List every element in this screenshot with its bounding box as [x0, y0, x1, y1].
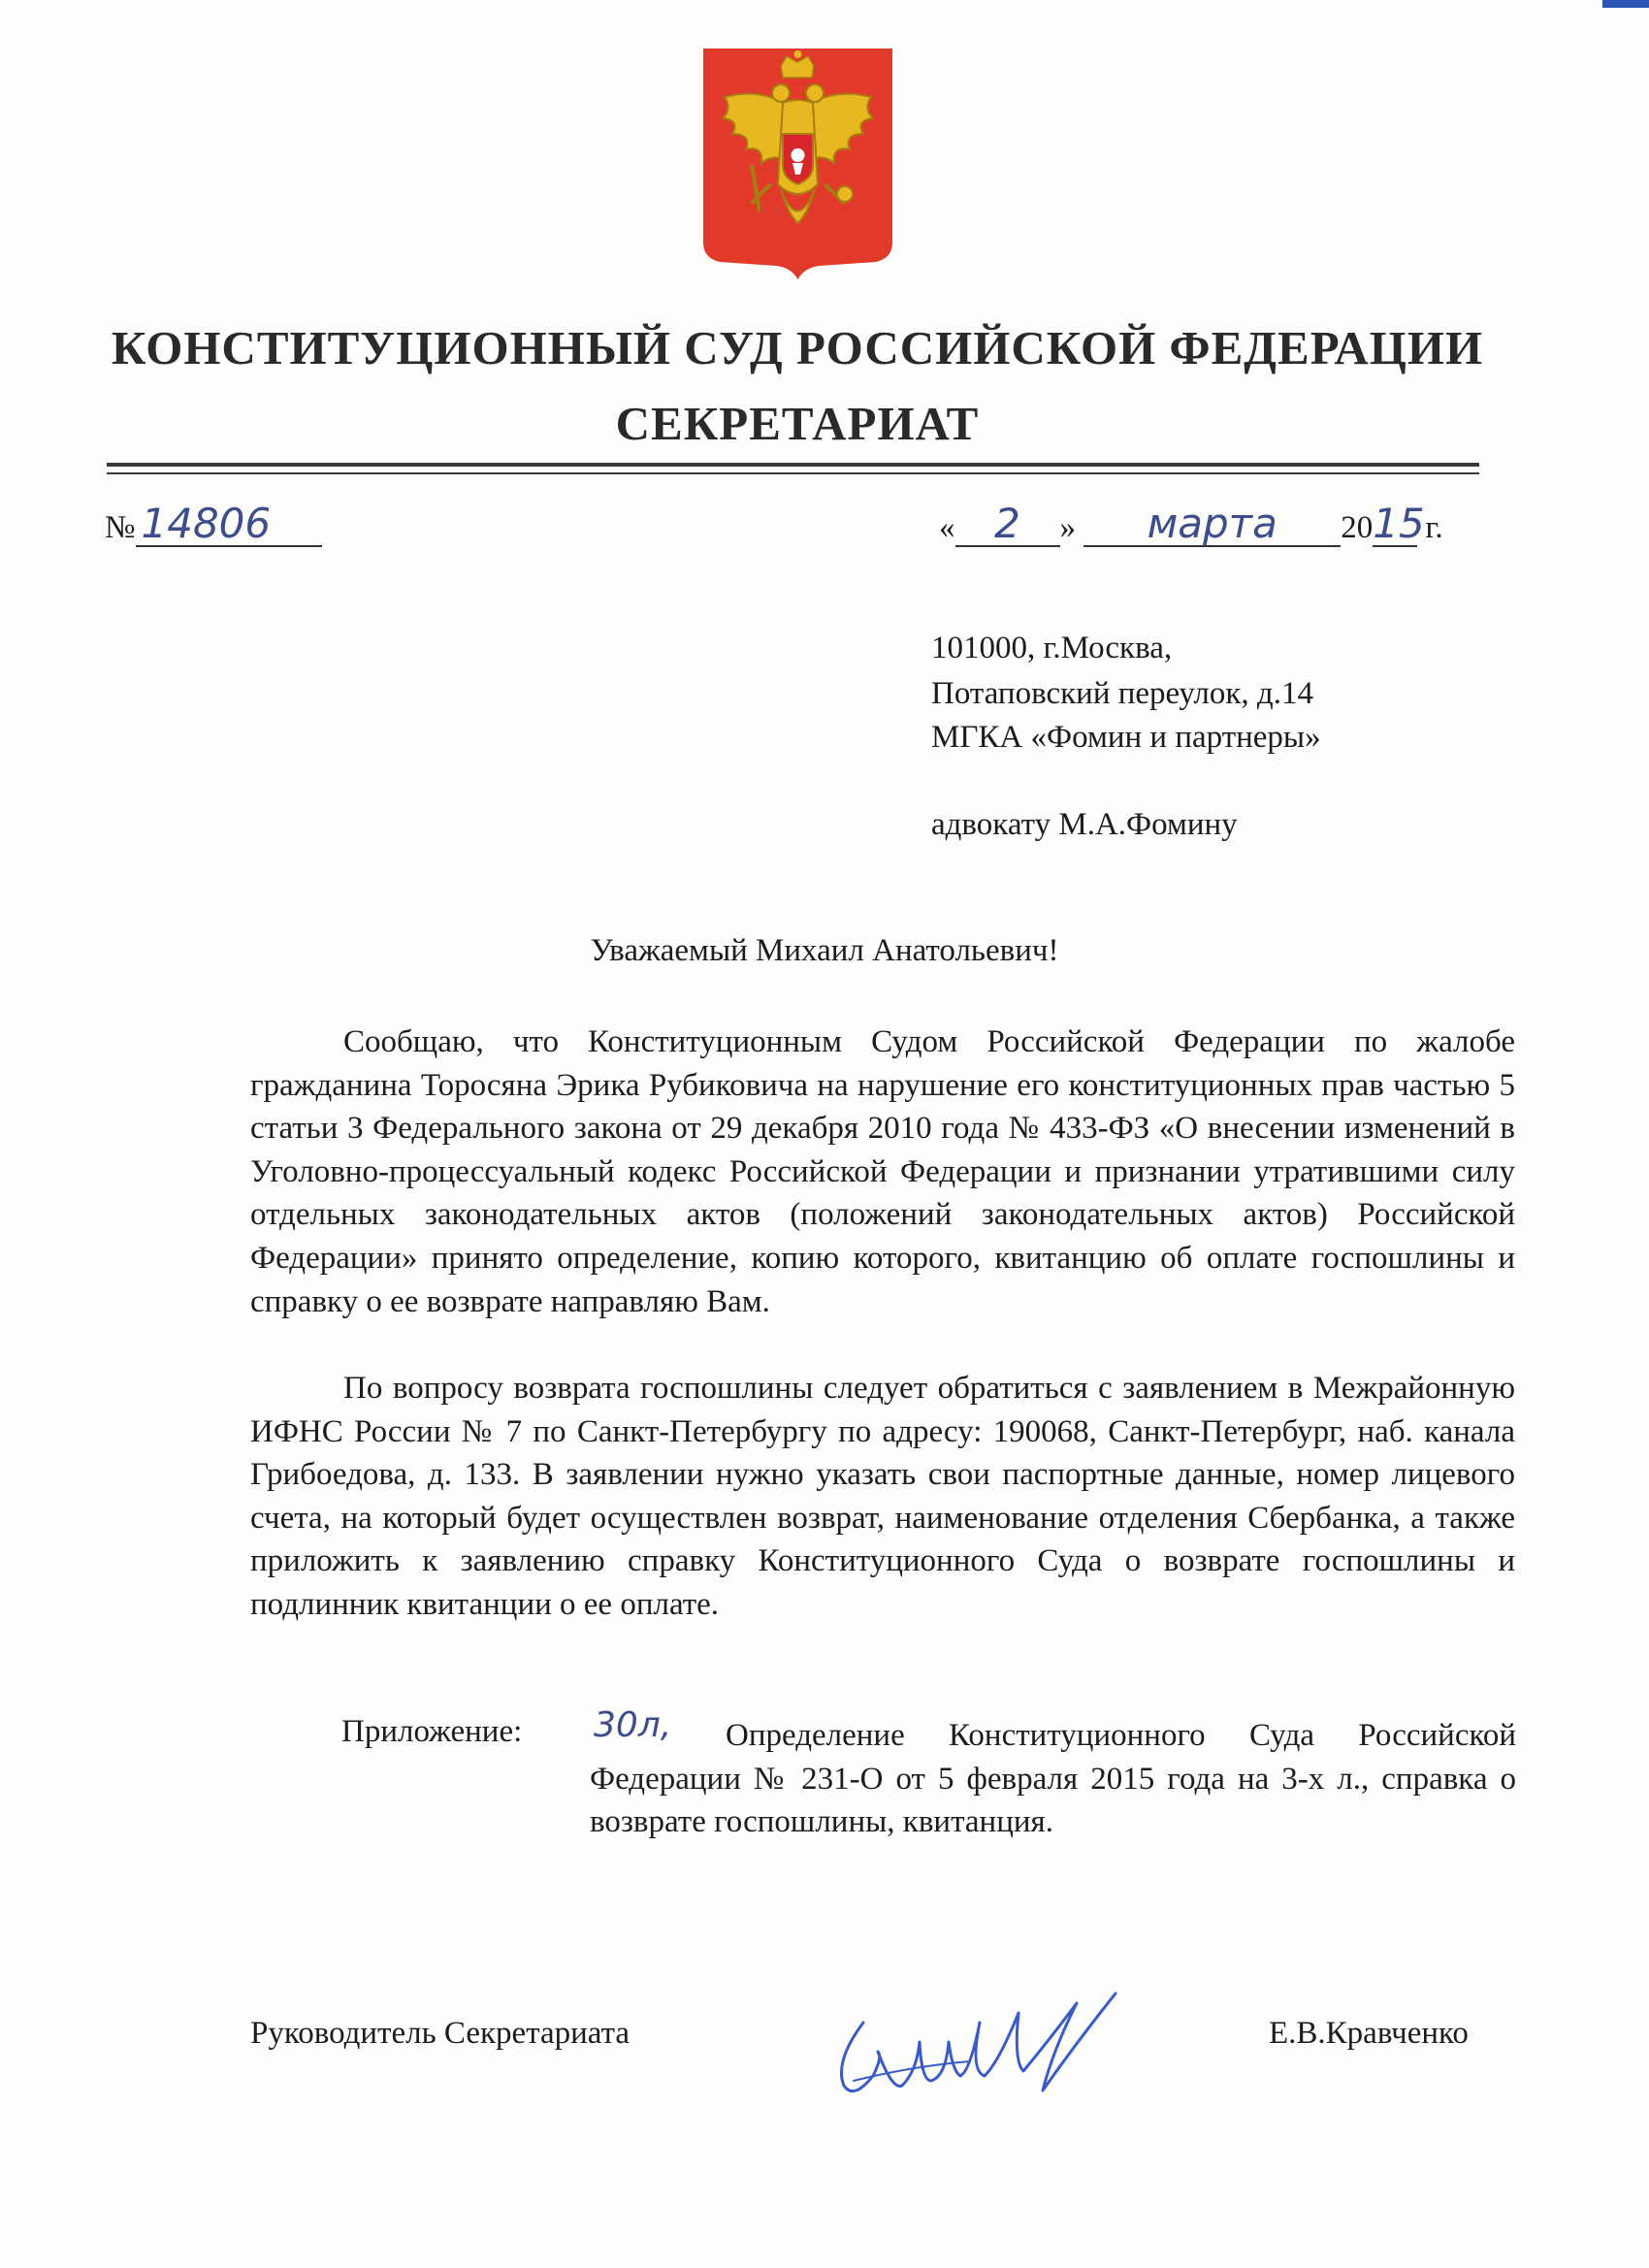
address-line: 101000, г.Москва, [931, 631, 1173, 665]
department-title: СЕКРЕТАРИАТ [615, 397, 980, 450]
salutation: Уважаемый Михаил Анатольевич! [590, 933, 1059, 968]
letter-date [939, 502, 1443, 547]
paragraph: Сообщаю, что Конституционным Судом Российской Федерации по жалобе гражданина Торосяна Эрика Рубиковича на нарушение его конституционных прав частью 5 статьи 3 Федерального закона от 29 декабря 2010 года № 433-ФЗ «О внесении изменений в Уголовно-процессуальный кодекс Российской Федерации и признании утратившими силу отдельных законодательных актов (положений законодательных актов) Российской Федерации» принято определение, копию которого, квитанцию об оплате госпошлины и справку о ее возврате направляю Вам. [250, 1024, 1515, 1319]
date-open-quote: « [939, 510, 955, 545]
date-year-unit: г. [1425, 510, 1443, 545]
addressee: адвокату М.А.Фомину [931, 807, 1238, 842]
registration-number [105, 502, 322, 547]
header-divider-thin [107, 472, 1479, 474]
annex-handwritten-note: 30л, [594, 1705, 672, 1745]
date-year-suffix: 15 [1373, 500, 1425, 547]
signer-name: Е.В.Кравченко [1269, 2016, 1469, 2051]
address-line: Потаповский переулок, д.14 [931, 676, 1313, 711]
paragraph: По вопросу возврата госпошлины следует обратиться с заявлением в Межрайонную ИФНС России № 7 по Санкт-Петербургу по адресу: 190068, Санкт-Петербург, наб. канала Грибоедова, д. 133. В заявлении нужно указать свои паспортные данные, номер лицевого счета, на который будет осуществлен возврат, наименование отделения Сбербанка, а также приложить к заявлению справку Конституционного Суда о возврате госпошлины и подлинник квитанции о ее оплате. [250, 1371, 1515, 1622]
annex-text: Определение Конституционного Суда Российской Федерации № 231-О от 5 февраля 2015 года на 3-х л., справка о возврате госпошлины, квитанция. [590, 1718, 1516, 1840]
annex-label: Приложение: [341, 1714, 523, 1749]
address-line: МГКА «Фомин и партнеры» [931, 720, 1321, 755]
scan-corner-mark [1602, 0, 1649, 8]
date-day: 2 [955, 502, 1060, 547]
date-year-prefix: 20 [1341, 510, 1374, 545]
date-month: марта [1083, 502, 1341, 547]
number-label: № [105, 510, 136, 545]
handwritten-signature [824, 1984, 1125, 2110]
russian-coat-of-arms-icon [703, 49, 892, 279]
signer-position: Руководитель Секретариата [250, 2016, 630, 2051]
organization-title: КОНСТИТУЦИОННЫЙ СУД РОССИЙСКОЙ ФЕДЕРАЦИИ [111, 321, 1484, 374]
number-value: 14806 [136, 502, 322, 547]
header-divider-thick [107, 463, 1479, 467]
date-close-quote: » [1059, 510, 1076, 545]
